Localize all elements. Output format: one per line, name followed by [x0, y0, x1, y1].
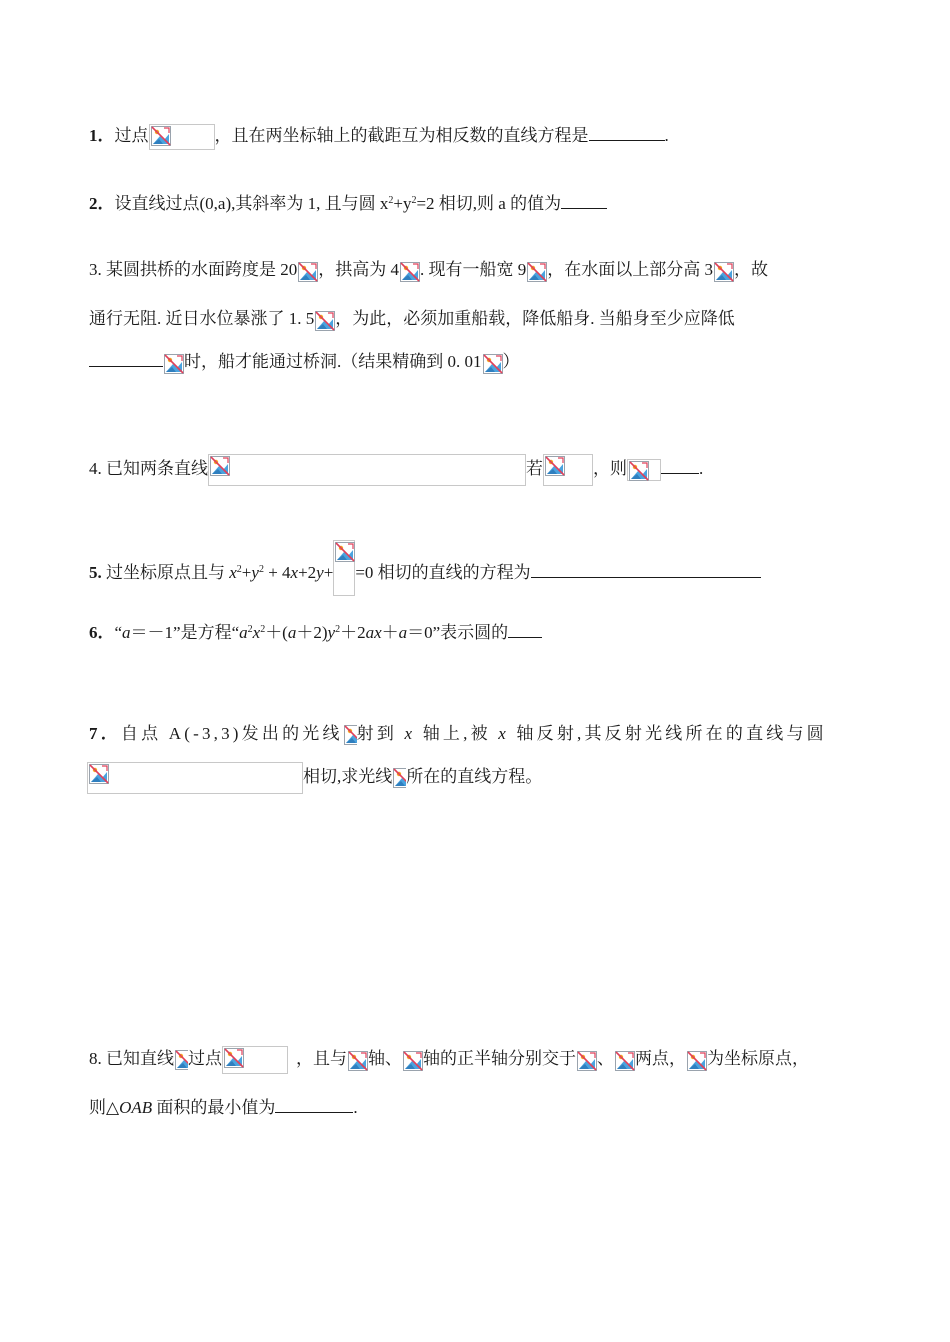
- broken-image-icon: [627, 459, 661, 481]
- question-text: ，且与: [296, 1048, 347, 1068]
- question-text: ，为此，必须加重船载，降低船身. 当船身至少应降低: [335, 309, 735, 328]
- question-text: ＋2): [296, 623, 328, 642]
- question-text: 自点 A(-3,3)发出的光线: [120, 724, 343, 743]
- broken-image-icon: [686, 1050, 707, 1071]
- question-4: [89, 454, 703, 486]
- broken-image-icon: [614, 1050, 635, 1071]
- answer-blank: [531, 561, 761, 578]
- question-text: 时，船才能通过桥洞.（结果精确到 0. 01: [184, 352, 482, 371]
- question-text: 轴的正半轴分别交于: [423, 1048, 576, 1068]
- question-text: 设直线过点(0,a),其斜率为 1, 且与圆 x: [114, 194, 389, 213]
- math-var: y: [327, 623, 336, 642]
- question-text: .: [353, 1098, 358, 1117]
- question-text: . 现有一船宽 9: [420, 260, 527, 279]
- question-text: +: [241, 563, 252, 582]
- question-text: ＋(: [265, 623, 288, 642]
- broken-image-icon: [222, 1046, 288, 1074]
- question-text: 过点: [188, 1048, 222, 1068]
- question-text: ，在水面以上部分高 3: [547, 260, 713, 279]
- broken-image-icon: [543, 454, 593, 486]
- question-3-line-2: [89, 307, 735, 331]
- question-text: “: [114, 623, 123, 642]
- math-var: a: [122, 623, 131, 642]
- question-text: =0 相切的直线的方程为: [355, 563, 531, 582]
- question-text: 轴上,被: [415, 724, 499, 743]
- question-8-line-1: [89, 1046, 809, 1074]
- question-text: 则△: [89, 1098, 120, 1117]
- broken-image-icon: [333, 540, 355, 596]
- broken-image-icon: [314, 310, 335, 331]
- broken-image-icon: [149, 124, 215, 150]
- question-text: 轴反射,其反射光线所在的直线与圆: [508, 724, 827, 743]
- question-text: 、: [597, 1048, 614, 1068]
- question-text: 若: [526, 458, 543, 478]
- question-text: +y: [393, 194, 412, 213]
- question-text: ，故: [734, 260, 768, 279]
- question-text: 通行无阻. 近日水位暴涨了 1. 5: [89, 309, 315, 328]
- question-number: 1．: [89, 126, 115, 145]
- question-text: 所在的直线方程。: [406, 766, 543, 786]
- broken-image-icon: [208, 454, 526, 486]
- question-text: ＋2: [340, 623, 366, 642]
- broken-image-icon: [576, 1050, 597, 1071]
- math-var: x: [229, 563, 237, 582]
- question-text: ，拱高为 4: [318, 260, 399, 279]
- question-text: +2: [298, 563, 317, 582]
- math-var: x: [290, 563, 299, 582]
- question-text: ，则: [593, 458, 627, 478]
- broken-image-icon: [482, 353, 503, 374]
- math-var: y: [251, 563, 259, 582]
- superscript: 2: [411, 195, 417, 206]
- question-text: 8. 已知直线: [89, 1048, 174, 1068]
- question-text: 过坐标原点且与: [101, 563, 230, 582]
- question-3-line-3: [89, 350, 520, 374]
- question-8-line-2: [89, 1096, 358, 1120]
- question-7-line-2: [87, 762, 542, 794]
- question-text: =2 相切,则 a 的值为: [416, 194, 562, 213]
- answer-blank: [508, 621, 542, 638]
- broken-image-icon: [402, 1050, 423, 1071]
- question-text: 两点，: [635, 1048, 686, 1068]
- question-text: ＋: [381, 623, 399, 642]
- question-text: ＝0”表示圆的: [407, 623, 509, 642]
- broken-image-icon: [526, 261, 547, 282]
- question-text: +: [323, 563, 334, 582]
- math-var: x: [252, 623, 261, 642]
- math-var: a: [287, 623, 297, 642]
- question-text: ＝－1”是方程“: [130, 623, 240, 642]
- broken-image-icon: [713, 261, 734, 282]
- superscript: 2: [247, 624, 253, 635]
- math-var: ax: [365, 623, 382, 642]
- question-number: 7．: [89, 724, 121, 743]
- superscript: 2: [258, 564, 264, 575]
- superscript: 2: [236, 564, 242, 575]
- broken-image-icon: [347, 1050, 368, 1071]
- question-number: 6．: [89, 623, 115, 642]
- question-7-line-1: [89, 722, 827, 746]
- question-text: 4. 已知两条直线: [89, 458, 208, 478]
- answer-blank: [561, 192, 607, 209]
- answer-blank: [89, 350, 163, 367]
- question-text: + 4: [263, 563, 291, 582]
- broken-image-icon: [392, 767, 406, 789]
- question-number: 5.: [89, 563, 102, 582]
- superscript: 2: [388, 195, 394, 206]
- answer-blank: [661, 457, 699, 474]
- question-text: 相切,求光线: [303, 766, 393, 786]
- question-text: 为坐标原点，: [707, 1048, 809, 1068]
- math-var: x: [404, 724, 416, 743]
- question-text: 3. 某圆拱桥的水面跨度是 20: [89, 260, 298, 279]
- question-text: ，且在两坐标轴上的截距互为相反数的直线方程是: [214, 126, 589, 145]
- question-text: 轴、: [368, 1048, 402, 1068]
- question-text: .: [664, 126, 669, 145]
- math-var: a: [398, 623, 408, 642]
- question-text: 过点: [114, 126, 149, 145]
- answer-blank: [275, 1096, 353, 1113]
- broken-image-icon: [163, 353, 184, 374]
- broken-image-icon: [87, 762, 303, 794]
- broken-image-icon: [297, 261, 318, 282]
- math-var: a: [239, 623, 248, 642]
- question-1: [89, 124, 669, 150]
- question-5: [89, 540, 761, 596]
- math-var: y: [316, 563, 324, 582]
- question-text: ）: [502, 352, 520, 371]
- math-var: x: [498, 724, 509, 743]
- superscript: 2: [260, 624, 266, 635]
- math-var: OAB: [119, 1098, 153, 1117]
- question-text: 面积的最小值为: [152, 1098, 276, 1117]
- question-6: [89, 621, 542, 645]
- question-text: .: [699, 458, 704, 478]
- broken-image-icon: [174, 1049, 188, 1071]
- question-number: 2．: [89, 194, 115, 213]
- question-2: [89, 192, 607, 216]
- answer-blank: [589, 124, 665, 141]
- broken-image-icon: [399, 261, 420, 282]
- broken-image-icon: [343, 724, 357, 746]
- question-text: 射到: [356, 724, 405, 743]
- superscript: 2: [335, 624, 341, 635]
- question-3-line-1: [89, 258, 768, 282]
